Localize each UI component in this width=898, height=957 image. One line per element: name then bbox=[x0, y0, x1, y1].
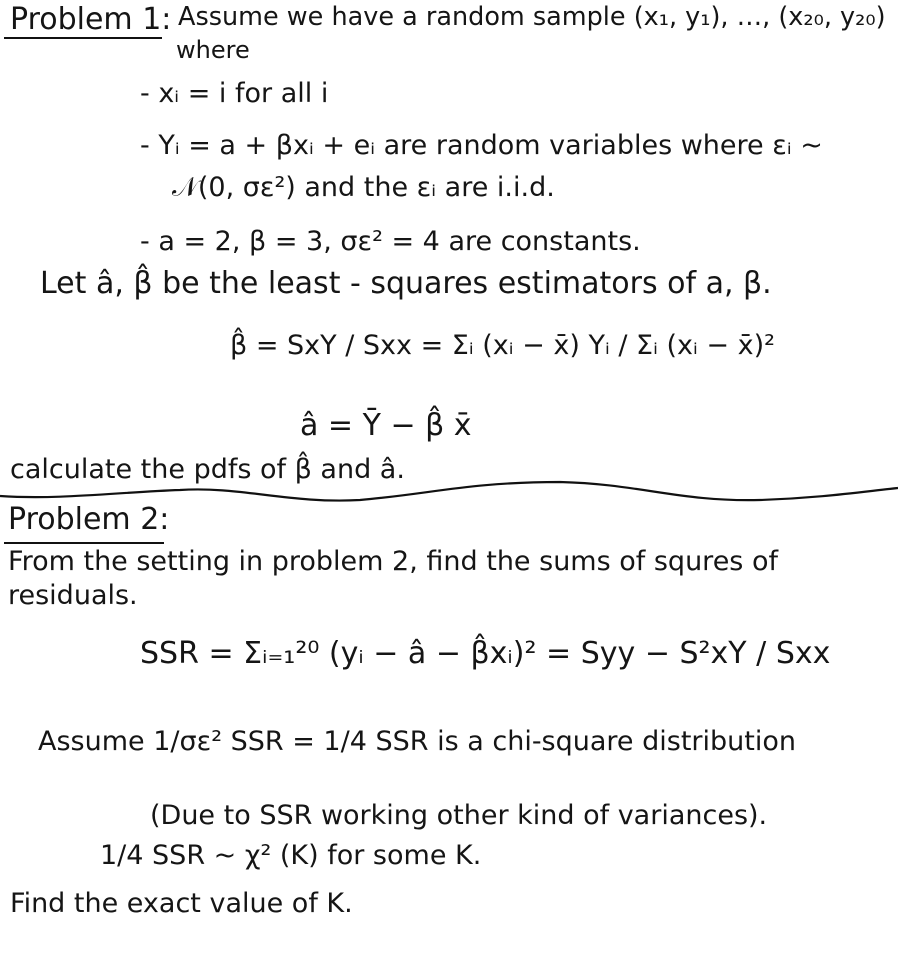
problem1-let-estimators: Let â, β̂ be the least - squares estimators of a, β. bbox=[40, 266, 772, 301]
problem1-bullet-constants: - a = 2, β = 3, σε² = 4 are constants. bbox=[140, 226, 641, 257]
ssr-equation: SSR = Σᵢ₌₁²⁰ (yᵢ − â − β̂xᵢ)² = Syy − S²xY / Sxx bbox=[140, 636, 831, 671]
problem1-where: where bbox=[176, 36, 250, 64]
problem2-intro-line1: From the setting in problem 2, find the sums of squres of bbox=[8, 546, 778, 577]
problem1-bullet-y-iid: 𝒩(0, σε²) and the εᵢ are i.i.d. bbox=[172, 172, 555, 203]
problem1-heading: Problem 1: bbox=[10, 2, 172, 37]
problem1-intro: Assume we have a random sample (x₁, y₁), …, (x₂₀, y₂₀) bbox=[178, 2, 886, 32]
problem2-task: Find the exact value of K. bbox=[10, 888, 353, 919]
problem1-task: calculate the pdfs of β̂ and â. bbox=[10, 454, 405, 485]
a-hat-equation: â = Ȳ − β̂ x̄ bbox=[300, 408, 472, 443]
beta-hat-equation: β̂ = SxY / Sxx = Σᵢ (xᵢ − x̄) Yᵢ / Σᵢ (xᵢ − x̄)² bbox=[230, 330, 775, 361]
problem2-heading: Problem 2: bbox=[8, 502, 170, 537]
problem1-bullet-x: - xᵢ = i for all i bbox=[140, 78, 329, 109]
problem2-intro-line2: residuals. bbox=[8, 580, 138, 611]
problem2-assumption: Assume 1/σε² SSR = 1/4 SSR is a chi-square distribution bbox=[38, 726, 796, 757]
problem2-note: (Due to SSR working other kind of variances). bbox=[150, 800, 768, 831]
problem2-distribution: 1/4 SSR ~ χ² (K) for some K. bbox=[100, 840, 482, 871]
problem1-heading-underline bbox=[4, 37, 162, 39]
problem2-heading-underline bbox=[4, 542, 164, 544]
problem1-bullet-y-model: - Yᵢ = a + βxᵢ + eᵢ are random variables where εᵢ ~ bbox=[140, 130, 823, 161]
